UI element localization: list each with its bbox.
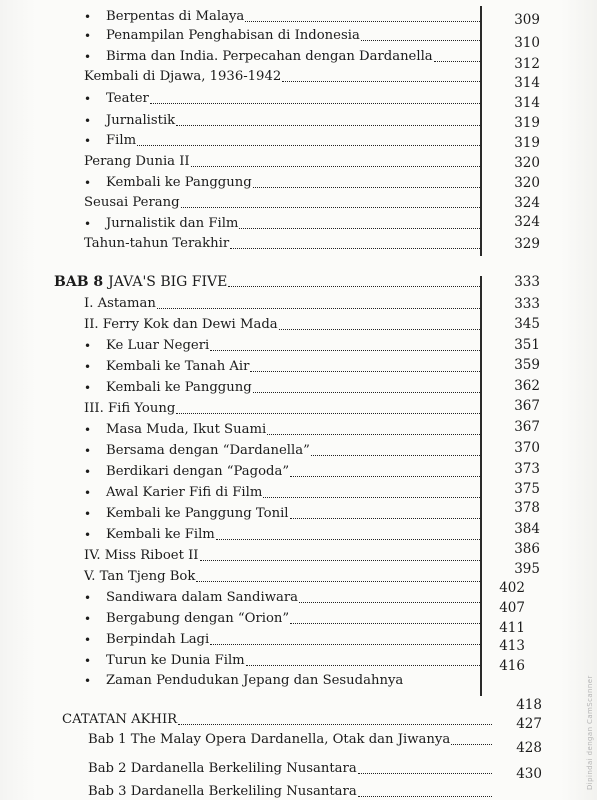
toc-entry-label: Perang Dunia II <box>84 154 190 169</box>
toc-entry-label: Tahun-tahun Terakhir <box>84 236 230 251</box>
toc-entry-label: Bab 3 Dardanella Berkeliling Nusantara <box>88 784 357 799</box>
dot-leader <box>245 11 480 22</box>
toc-entry <box>84 210 482 232</box>
toc-entry-label: Kembali ke Panggung Tonil <box>106 506 289 521</box>
toc-entry <box>84 189 482 211</box>
dot-leader <box>246 655 480 666</box>
bullet-icon: • <box>84 507 92 521</box>
toc-entry-label: Bab 1 The Malay Opera Dardanella, Otak dan Jiwanya <box>88 732 451 747</box>
toc-entry-label: Kembali di Djawa, 1936-1942 <box>84 69 282 84</box>
toc-entry <box>84 667 482 689</box>
toc-entry <box>84 127 482 149</box>
toc-entry-label: Birma dan India. Perpecahan dengan Dardanella <box>106 49 433 64</box>
dot-leader <box>267 424 480 435</box>
bullet-icon: • <box>84 423 92 437</box>
dot-leader <box>178 714 492 725</box>
toc-entry-label: I. Astaman <box>84 296 156 311</box>
toc-entry <box>84 563 482 585</box>
toc-page-number: 314 <box>514 95 540 111</box>
dot-leader <box>239 218 480 229</box>
toc-page-number: 407 <box>499 600 525 616</box>
dot-leader <box>228 276 480 287</box>
toc-entry <box>84 500 482 522</box>
toc-entry-label: III. Fifi Young <box>84 401 176 416</box>
bullet-icon: • <box>84 10 92 24</box>
toc-page-number: 428 <box>516 740 542 756</box>
toc-entry-label: IV. Miss Riboet II <box>84 548 199 563</box>
catatan-title: CATATAN AKHIR <box>62 712 178 727</box>
toc-entry <box>84 22 482 44</box>
toc-entry-label: Berpindah Lagi <box>106 632 210 647</box>
bullet-icon: • <box>84 444 92 458</box>
toc-page-number: 427 <box>516 716 542 732</box>
toc-entry <box>84 353 482 375</box>
bullet-icon: • <box>84 176 92 190</box>
toc-page-number: 329 <box>514 236 540 252</box>
toc-page-number: 320 <box>514 175 540 191</box>
bullet-icon: • <box>84 633 92 647</box>
toc-entry <box>84 521 482 543</box>
toc-entry <box>84 647 482 669</box>
toc-entry <box>84 169 482 191</box>
toc-entry <box>84 43 482 65</box>
toc-entry <box>84 230 482 252</box>
dot-leader <box>230 238 480 249</box>
toc-entry <box>84 542 482 564</box>
toc-entry-label: Kembali ke Tanah Air <box>106 359 250 374</box>
toc-entry-label: Seusai Perang <box>84 195 180 210</box>
dot-leader <box>253 382 480 393</box>
toc-entry-label: Film <box>106 133 137 148</box>
dot-leader <box>263 487 480 498</box>
dot-leader <box>176 115 480 126</box>
toc-page-number: 312 <box>514 56 540 72</box>
toc-entry <box>84 85 482 107</box>
toc-page-number: 345 <box>514 316 540 332</box>
dot-leader <box>290 508 480 519</box>
bullet-icon: • <box>84 591 92 605</box>
dot-leader <box>290 613 480 624</box>
dot-leader <box>137 135 480 146</box>
toc-entry <box>84 148 482 170</box>
toc-page-number: 367 <box>514 398 540 414</box>
bullet-icon: • <box>84 339 92 353</box>
toc-entry <box>84 63 482 85</box>
chapter-number: BAB 8 <box>54 274 104 290</box>
dot-leader <box>361 30 480 41</box>
toc-page-number: 362 <box>514 378 540 394</box>
bullet-icon: • <box>84 50 92 64</box>
toc-page-number: 359 <box>514 357 540 373</box>
bullet-icon: • <box>84 29 92 43</box>
toc-entry-label: Kembali ke Panggung <box>106 380 252 395</box>
toc-entry <box>84 458 482 480</box>
toc-page-number: 320 <box>514 155 540 171</box>
dot-leader <box>250 361 480 372</box>
toc-entry-label: Berdikari dengan “Pagoda” <box>106 464 290 479</box>
toc-entry <box>84 584 482 606</box>
toc-entry-label: V. Tan Tjeng Bok <box>84 569 196 584</box>
toc-entry-label: Penampilan Penghabisan di Indonesia <box>106 28 360 43</box>
toc-entry <box>88 726 494 748</box>
toc-entry <box>84 605 482 627</box>
scanner-watermark: Dipindai dengan CamScanner <box>586 675 594 790</box>
toc-entry-label: Awal Karier Fifi di Film <box>106 485 263 500</box>
toc-entry <box>84 290 482 312</box>
toc-entry <box>84 437 482 459</box>
toc-page-number: 375 <box>514 481 540 497</box>
toc-entry <box>84 107 482 129</box>
toc-page-number: 402 <box>499 580 525 596</box>
toc-page-number: 430 <box>516 766 542 782</box>
toc-page-number: 416 <box>499 658 525 674</box>
dot-leader <box>196 571 480 582</box>
toc-page-number: 384 <box>514 521 540 537</box>
toc-entry-label: Zaman Pendudukan Jepang dan Sesudahnya <box>106 673 404 688</box>
toc-page-number: 333 <box>514 274 540 290</box>
toc-entry-label: Kembali ke Panggung <box>106 175 252 190</box>
toc-page-number: 386 <box>514 541 540 557</box>
toc-page-number: 310 <box>514 35 540 51</box>
toc-page-number: 309 <box>514 12 540 28</box>
toc-entry-label: Teater <box>106 91 149 106</box>
toc-entry <box>88 755 494 777</box>
dot-leader <box>290 466 480 477</box>
bullet-icon: • <box>84 134 92 148</box>
toc-page-number: 324 <box>514 195 540 211</box>
bullet-icon: • <box>84 381 92 395</box>
bullet-icon: • <box>84 92 92 106</box>
toc-entry-label: Bab 2 Dardanella Berkeliling Nusantara <box>88 761 357 776</box>
toc-entry <box>84 479 482 501</box>
toc-entry-label: Jurnalistik <box>106 113 176 128</box>
toc-entry <box>84 374 482 396</box>
bullet-icon: • <box>84 360 92 374</box>
dot-leader <box>210 340 480 351</box>
toc-page-number: 418 <box>516 697 542 713</box>
toc-page-number: 395 <box>514 561 540 577</box>
toc-entry <box>84 416 482 438</box>
toc-page-number: 319 <box>514 115 540 131</box>
toc-page-number: 324 <box>514 214 540 230</box>
bullet-icon: • <box>84 114 92 128</box>
dot-leader <box>311 445 480 456</box>
toc-entry <box>84 311 482 333</box>
dot-leader <box>282 71 480 82</box>
toc-entry <box>84 395 482 417</box>
chapter-title: JAVA'S BIG FIVE <box>108 274 228 290</box>
dot-leader <box>176 403 480 414</box>
toc-page-number: 370 <box>514 440 540 456</box>
toc-entry-label: Sandiwara dalam Sandiwara <box>106 590 299 605</box>
toc-page-number: 373 <box>514 461 540 477</box>
toc-page-number: 411 <box>499 620 525 636</box>
bullet-icon: • <box>84 612 92 626</box>
dot-leader <box>210 634 480 645</box>
bullet-icon: • <box>84 528 92 542</box>
bullet-icon: • <box>84 486 92 500</box>
dot-leader <box>150 93 480 104</box>
toc-entry-label: Kembali ke Film <box>106 527 215 542</box>
toc-entry-label: Turun ke Dunia Film <box>106 653 245 668</box>
dot-leader <box>253 177 480 188</box>
toc-page-number: 413 <box>499 638 525 654</box>
bullet-icon: • <box>84 674 92 688</box>
toc-entry-label: Bersama dengan “Dardanella” <box>106 443 310 458</box>
dot-leader <box>157 298 480 309</box>
toc-page-number: 314 <box>514 75 540 91</box>
dot-leader <box>451 734 492 745</box>
toc-entry <box>88 778 494 800</box>
dot-leader <box>181 197 480 208</box>
toc-page-number: 378 <box>514 500 540 516</box>
dot-leader <box>358 763 492 774</box>
dot-leader <box>200 550 481 561</box>
dot-leader <box>434 51 480 62</box>
toc-page-number: 333 <box>514 296 540 312</box>
toc-entry <box>84 626 482 648</box>
toc-page-number: 351 <box>514 337 540 353</box>
dot-leader <box>191 156 480 167</box>
dot-leader <box>279 319 480 330</box>
toc-entry <box>84 332 482 354</box>
dot-leader <box>358 786 492 797</box>
toc-entry-label: Berpentas di Malaya <box>106 9 245 24</box>
toc-page-number: 319 <box>514 135 540 151</box>
toc-entry-label: Masa Muda, Ikut Suami <box>106 422 267 437</box>
toc-entry-label: Bergabung dengan “Orion” <box>106 611 290 626</box>
bullet-icon: • <box>84 217 92 231</box>
toc-entry-label: Ke Luar Negeri <box>106 338 210 353</box>
toc-entry-label: Jurnalistik dan Film <box>106 216 239 231</box>
bullet-icon: • <box>84 654 92 668</box>
section-heading <box>62 706 494 728</box>
chapter-heading <box>54 266 482 290</box>
dot-leader <box>299 592 480 603</box>
bullet-icon: • <box>84 465 92 479</box>
toc-entry-label: II. Ferry Kok dan Dewi Mada <box>84 317 278 332</box>
toc-page-number: 367 <box>514 419 540 435</box>
dot-leader <box>216 529 480 540</box>
